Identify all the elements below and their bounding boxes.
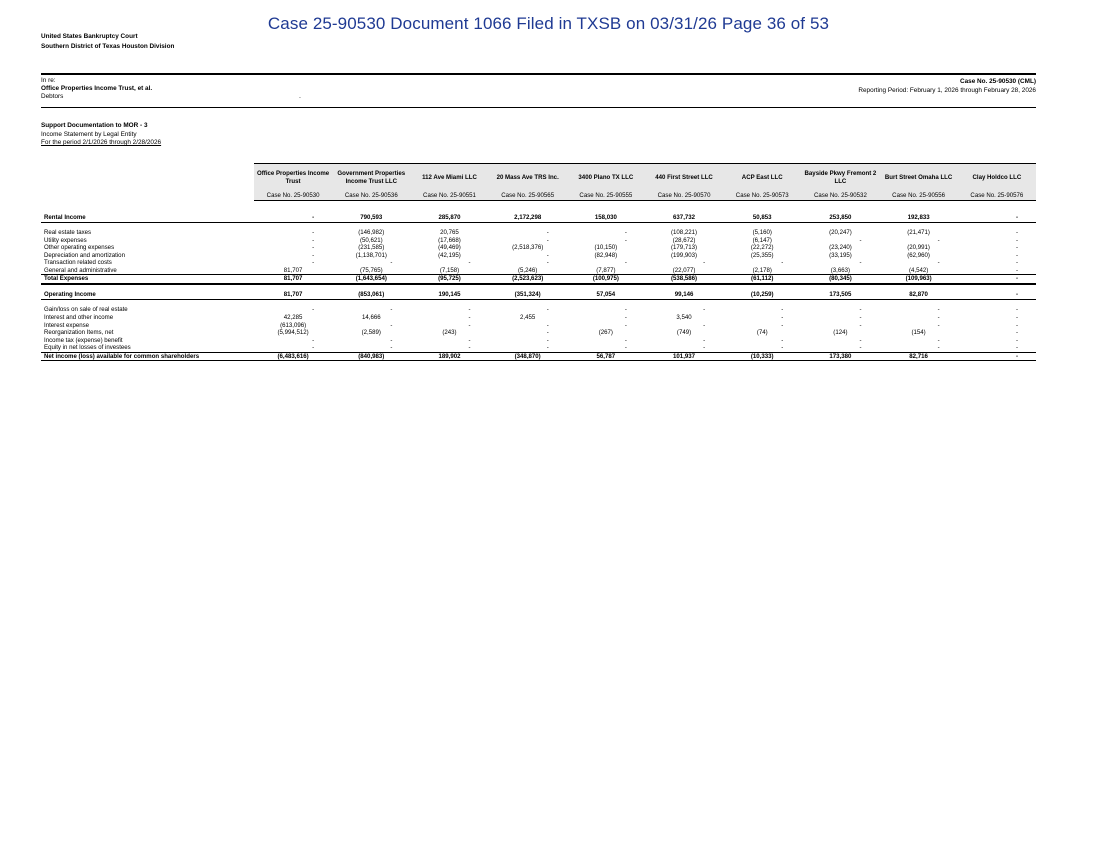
table-cell: (28,672) [672,236,696,244]
table-cell: (108,221) [671,229,698,237]
table-cell: - [468,336,471,344]
row-label: General and administrative [41,267,254,275]
row-label: Transaction related costs [44,259,112,267]
table-cell: - [546,236,549,244]
entity-case-number: Case No. 25-90570 [645,191,723,201]
court-division: Southern District of Texas Houston Division [41,43,175,50]
table-cell: - [390,336,393,344]
table-cell: (21,471) [907,229,930,237]
support-period: For the period 2/1/2026 through 2/28/2026 [41,139,162,146]
entity-name: Government Properties Income Trust LLC [332,164,410,192]
table-cell: - [880,344,958,352]
table-cell: (3,663) [801,267,879,275]
table-cell: - [937,313,940,321]
table-cell: (154) [911,329,926,337]
table-cell: (74) [756,329,768,337]
table-cell: - [801,344,879,352]
table-cell: - [958,352,1036,361]
table-cell: - [390,321,393,329]
table-cell: (33,195) [829,251,852,259]
table-cell: (10,259) [723,291,801,299]
table-cell: - [546,259,549,267]
support-title: Support Documentation to MOR - 3 [41,122,148,129]
entity-name: 20 Mass Ave TRS Inc. [489,164,567,192]
table-cell: - [1015,306,1018,314]
table-cell: 173,380 [801,352,879,361]
debtors-label: Debtors [41,93,64,100]
table-cell: (61,112) [723,275,801,284]
table-cell: (179,713) [671,244,698,252]
table-cell: - [1015,259,1018,267]
row-label: Total Expenses [41,275,254,284]
table-cell: - [312,306,315,314]
table-cell: 82,716 [880,352,958,361]
table-row [41,244,1036,252]
table-cell: 189,902 [410,352,488,361]
table-cell: (50,621) [359,236,383,244]
table-cell: - [1015,229,1018,237]
entity-case-number: Case No. 25-90532 [801,191,879,201]
table-cell: - [624,259,627,267]
table-cell: 790,593 [332,214,410,222]
table-cell: - [859,321,862,329]
table-cell: (22,272) [750,244,774,252]
table-row [41,306,1036,314]
table-cell: (49,469) [438,244,461,252]
table-row [41,275,1036,284]
table-cell: - [312,336,315,344]
table-cell: (22,077) [645,267,723,275]
entity-name: Office Properties Income Trust [254,164,332,192]
table-cell: - [937,236,940,244]
entity-name: Clay Holdco LLC [958,164,1036,192]
table-cell: (231,585) [358,244,385,252]
table-cell: (749) [676,329,692,337]
table-cell: 56,787 [567,352,645,361]
table-cell: (20,991) [907,244,930,252]
table-cell: - [1015,336,1018,344]
table-cell: - [332,344,410,352]
table-cell: - [703,321,706,329]
entity-name: 3400 Plano TX LLC [567,164,645,192]
table-cell: - [410,344,488,352]
table-cell: - [781,306,784,314]
table-cell: - [624,236,627,244]
table-cell: - [312,244,315,252]
table-cell: - [546,229,549,237]
table-cell: (2,178) [723,267,801,275]
row-label: Rental Income [41,214,254,222]
entity-case-number: Case No. 25-90573 [723,191,801,201]
table-cell: 173,505 [801,291,879,299]
table-cell: 158,030 [567,214,645,222]
table-cell: (199,903) [671,251,698,259]
table-cell: 3,540 [676,313,692,321]
table-row [41,214,1036,222]
table-cell: (10,150) [594,244,618,252]
table-cell: - [703,259,706,267]
header-bottom-rule [41,107,1036,108]
table-cell: 2,172,298 [489,214,567,222]
table-cell: - [859,336,862,344]
table-cell: (1,643,654) [332,275,410,284]
row-label: Reorganization Items, net [44,329,114,337]
income-statement-table [41,163,1036,361]
table-cell: - [781,336,784,344]
table-cell: - [546,321,549,329]
table-row [41,314,1036,322]
table-cell: (2,589) [361,329,381,337]
stray-dot: . [299,93,301,100]
table-cell: - [546,251,549,259]
entity-name: 112 Ave Miami LLC [410,164,488,192]
table-cell: (538,586) [645,275,723,284]
table-cell: - [781,259,784,267]
table-cell: (20,247) [829,229,852,237]
table-row [41,267,1036,275]
table-cell: - [312,236,315,244]
table-cell: - [859,313,862,321]
table-cell: (840,983) [332,352,410,361]
row-label: Depreciation and amortization [44,251,125,259]
table-cell: 101,937 [645,352,723,361]
table-cell: - [859,236,862,244]
table-cell: (6,147) [752,236,772,244]
table-cell: 20,765 [440,229,459,237]
table-cell: - [958,275,1036,284]
table-cell: - [958,267,1036,275]
table-cell: - [1015,251,1018,259]
table-cell: - [937,321,940,329]
entity-case-number: Case No. 25-90565 [489,191,567,201]
entity-case-number: Case No. 25-90536 [332,191,410,201]
table-cell: - [1015,329,1018,337]
row-label: Operating Income [41,291,254,299]
table-row [41,329,1036,337]
table-row [41,344,1036,352]
table-cell: - [390,259,393,267]
entity-case-number: Case No. 25-90576 [958,191,1036,201]
table-cell: (80,345) [801,275,879,284]
entity-case-number: Case No. 25-90551 [410,191,488,201]
table-cell: - [624,313,627,321]
case-info-block [858,77,1036,95]
entity-case-number: Case No. 25-90555 [567,191,645,201]
table-cell: - [489,344,567,352]
row-label: Equity in net losses of investees [41,344,254,352]
table-cell: - [312,229,315,237]
table-cell: - [703,336,706,344]
entity-case-number: Case No. 25-90530 [254,191,332,201]
table-cell: - [468,313,471,321]
table-row [41,252,1036,260]
table-cell: 81,707 [254,267,332,275]
table-cell: (62,960) [907,251,930,259]
reporting-period: Reporting Period: February 1, 2026 through February 28, 2026 [858,87,1036,94]
table-row [41,259,1036,267]
table-cell: (17,668) [438,236,461,244]
table-cell: - [468,259,471,267]
table-cell: - [390,306,393,314]
row-label: Other operating expenses [44,244,115,252]
table-cell: 285,870 [410,214,488,222]
table-cell: - [958,291,1036,299]
table-cell: 50,853 [723,214,801,222]
court-name-block [41,32,174,52]
table-cell: - [1015,313,1018,321]
in-re-block [41,77,152,101]
table-cell: (109,963) [880,275,958,284]
table-cell: - [468,306,471,314]
table-cell: (4,542) [880,267,958,275]
table-row [41,352,1036,361]
table-cell: - [937,259,940,267]
table-cell: - [937,306,940,314]
table-cell: (1,138,701) [355,251,387,259]
filing-banner: Case 25-90530 Document 1066 Filed in TXSB on 03/31/26 Page 36 of 53 [267,14,830,33]
table-cell: 637,732 [645,214,723,222]
table-cell: 2,455 [520,313,536,321]
row-label: Income tax (expense) benefit [44,336,123,344]
entity-header-row [41,164,1036,192]
table-cell: (853,061) [332,291,410,299]
table-cell: - [859,306,862,314]
entity-name: ACP East LLC [723,164,801,192]
table-cell: (23,240) [829,244,852,252]
table-cell: - [312,259,315,267]
table-cell: - [312,251,315,259]
row-label: Interest and other income [44,313,114,321]
table-cell: (6,483,616) [254,352,332,361]
table-row [41,237,1036,245]
table-cell: - [546,329,549,337]
table-cell: (7,877) [567,267,645,275]
table-cell: (613,096) [280,321,307,329]
table-cell: 42,285 [283,313,303,321]
table-cell: 253,850 [801,214,879,222]
table-row [41,337,1036,345]
header-top-rule [41,73,1036,75]
table-cell: 99,146 [645,291,723,299]
table-cell: (5,160) [752,229,772,237]
table-cell: 14,666 [361,313,381,321]
table-cell: (95,725) [410,275,488,284]
table-cell: - [703,306,706,314]
entity-case-number: Case No. 25-90556 [880,191,958,201]
table-cell: - [645,344,723,352]
table-cell: - [1015,244,1018,252]
table-cell: - [958,214,1036,222]
table-cell: (2,523,623) [489,275,567,284]
table-cell: - [781,321,784,329]
table-cell: (5,994,512) [277,329,309,337]
table-cell: - [567,344,645,352]
table-cell: 190,145 [410,291,488,299]
table-row [41,322,1036,330]
table-cell: - [1015,236,1018,244]
in-re-label: In re: [41,77,56,84]
table-cell: (5,246) [489,267,567,275]
table-cell: - [254,344,332,352]
table-cell: (348,870) [489,352,567,361]
table-cell: 81,707 [254,291,332,299]
table-cell: (25,355) [750,251,774,259]
table-cell: (82,948) [594,251,618,259]
table-cell: - [624,336,627,344]
row-label: Utility expenses [44,236,87,244]
table-cell: (267) [598,329,613,337]
case-number: Case No. 25-90530 (CML) [959,78,1036,85]
table-cell: (7,158) [410,267,488,275]
table-cell: (2,518,376) [512,244,544,252]
table-row [41,229,1036,237]
table-cell: - [937,336,940,344]
table-cell: - [859,259,862,267]
table-cell: (243) [442,329,457,337]
entity-name: Burt Street Omaha LLC [880,164,958,192]
table-cell: - [546,336,549,344]
table-cell: - [624,321,627,329]
court-name: United States Bankruptcy Court [41,33,138,40]
debtor-name: Office Properties Income Trust, et al. [41,85,153,92]
row-label: Net income (loss) available for common shareholders [41,352,254,361]
row-label: Real estate taxes [44,229,92,237]
table-cell: - [254,214,332,222]
table-cell: (100,975) [567,275,645,284]
entity-name: Bayside Pkwy Fremont 2 LLC [801,164,879,192]
table-row [41,291,1036,299]
table-cell: - [723,344,801,352]
table-cell: (351,324) [489,291,567,299]
support-subtitle: Income Statement by Legal Entity [41,130,137,138]
table-cell: - [468,321,471,329]
table-cell: - [958,344,1036,352]
table-cell: 82,870 [880,291,958,299]
table-cell: (10,333) [723,352,801,361]
table-cell: 192,833 [880,214,958,222]
table-cell: (124) [833,329,848,337]
table-cell: (75,765) [332,267,410,275]
table-cell: - [624,306,627,314]
entity-name: 440 First Street LLC [645,164,723,192]
table-cell: - [624,229,627,237]
table-cell: 57,054 [567,291,645,299]
table-cell: - [1015,321,1018,329]
support-block [41,122,161,148]
row-label: Interest expense [44,321,90,329]
case-number-header-row [41,191,1036,201]
table-cell: 81,707 [254,275,332,284]
table-cell: - [781,313,784,321]
table-cell: - [546,306,549,314]
table-cell: (146,982) [358,229,385,237]
row-label: Gain/loss on sale of real estate [44,306,128,314]
table-cell: (42,195) [438,251,461,259]
